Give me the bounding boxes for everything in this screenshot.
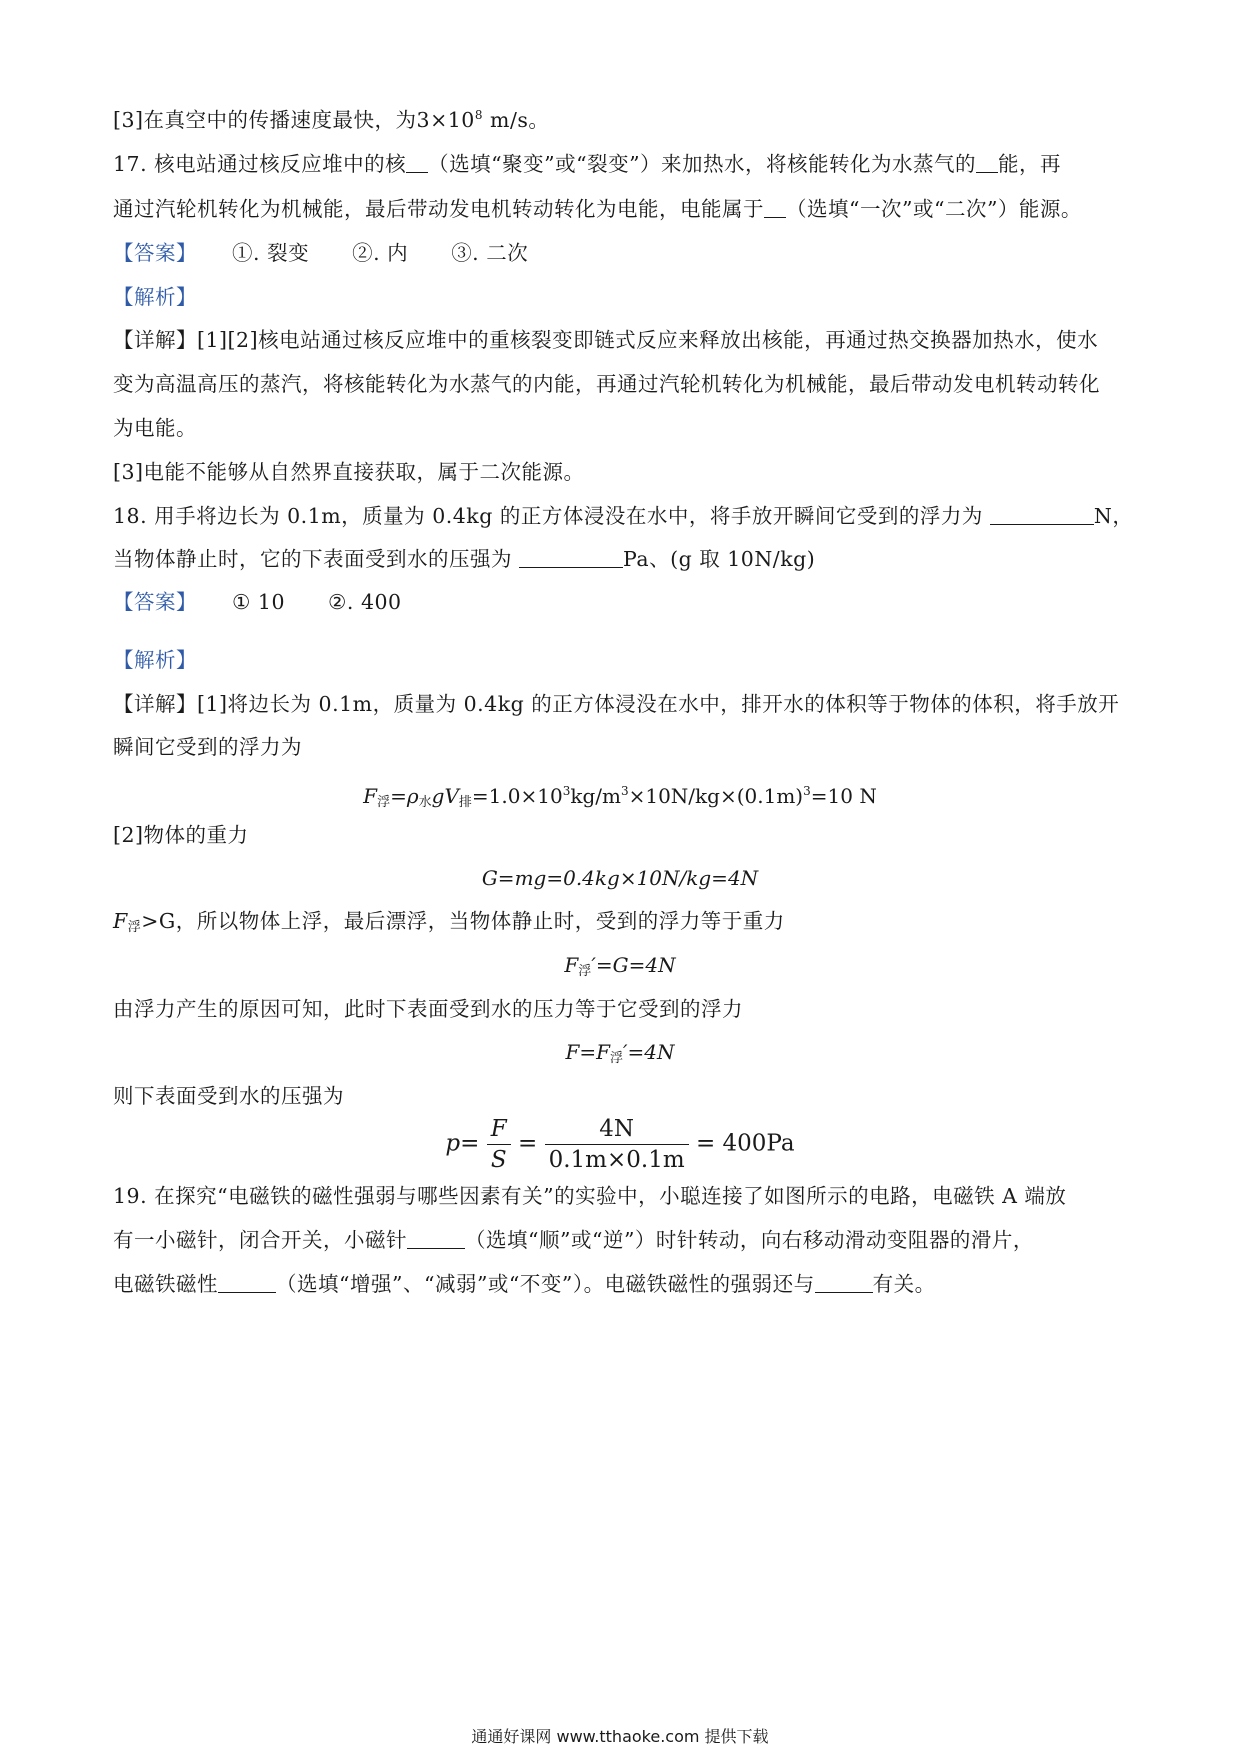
- text: （选填“聚变”或“裂变”）来加热水，将核能转化为水蒸气的: [428, 152, 977, 176]
- symbol: F: [363, 784, 378, 808]
- symbol: F=F: [565, 1040, 610, 1064]
- answer-item: ②. 内: [352, 241, 409, 265]
- subscript: 浮: [578, 964, 592, 979]
- q18-line-2: [113, 544, 815, 574]
- answer-item: ①. 裂变: [232, 241, 310, 265]
- subscript: 水: [418, 795, 432, 810]
- blank: [407, 1226, 465, 1249]
- q19-line-1: 19. 在探究“电磁铁的磁性强弱与哪些因素有关”的实验中，小聪连接了如图所示的电路，电磁铁 A 端放: [113, 1184, 1067, 1208]
- text: ×10N/kg×(0.1m): [628, 784, 804, 808]
- exponent: 3: [620, 784, 629, 798]
- fraction: [545, 1114, 689, 1175]
- speed-of-light-line: [113, 100, 549, 135]
- symbol: p=: [445, 1130, 480, 1157]
- q18-line-1: [113, 501, 1133, 531]
- q18-detail-5: 由浮力产生的原因可知，此时下表面受到水的压力等于它受到的浮力: [113, 997, 743, 1021]
- blank: [218, 1270, 276, 1293]
- symbol: =: [518, 1130, 538, 1157]
- exponent: 3: [562, 784, 571, 798]
- blank: [815, 1270, 873, 1293]
- q18-detail-2: 瞬间它受到的浮力为: [113, 735, 302, 759]
- text: kg/m: [570, 784, 621, 808]
- text: 电磁铁磁性: [113, 1272, 218, 1296]
- denominator: 0.1m×0.1m: [548, 1147, 685, 1173]
- footer-download-notice: 通通好课网 www.tthaoke.com 提供下载: [471, 1727, 769, 1746]
- analysis-tag: 【解析】: [113, 648, 197, 672]
- pressure-force-equation: [0, 1037, 1240, 1074]
- weight-equation: G=mg=0.4kg×10N/kg=4N: [481, 866, 759, 890]
- text: ′=G=4N: [591, 953, 676, 977]
- text: ′=4N: [623, 1040, 675, 1064]
- text: 有一小磁针，闭合开关，小磁针: [113, 1228, 407, 1252]
- pressure-equation: [0, 1114, 1240, 1175]
- q17-line-2: [113, 194, 1082, 224]
- answer-item: ③. 二次: [451, 241, 529, 265]
- q18-detail-1: 【详解】[1]将边长为 0.1m，质量为 0.4kg 的正方体浸没在水中，排开水的体积等于物体的体积，将手放开: [113, 692, 1120, 716]
- text: （选填“一次”或“二次”）能源。: [786, 197, 1082, 221]
- answer-item: ②. 400: [328, 590, 402, 614]
- answer-item: ① 10: [232, 590, 286, 614]
- symbol: g: [431, 784, 445, 808]
- q17-line-1: [113, 149, 1061, 179]
- q18-detail-4: [113, 906, 785, 943]
- text: N，: [1093, 504, 1134, 528]
- answer-tag: 【答案】: [113, 241, 197, 265]
- q17-detail-1: 【详解】[1][2]核电站通过核反应堆中的重核裂变即链式反应来释放出核能，再通过热交换器加热水，使水: [113, 328, 1099, 352]
- fraction: [487, 1114, 511, 1175]
- blank: [764, 195, 786, 218]
- q18-detail-3: [2]物体的重力: [113, 823, 249, 847]
- text: >G，所以物体上浮，最后漂浮，当物体静止时，受到的浮力等于重力: [141, 909, 785, 933]
- buoyancy-equation: [0, 776, 1240, 818]
- q18-detail-6: 则下表面受到水的压强为: [113, 1084, 344, 1108]
- text: =1.0×10: [471, 784, 563, 808]
- text: 有关。: [872, 1272, 936, 1296]
- answer-tag: 【答案】: [113, 590, 197, 614]
- denominator: S: [490, 1147, 507, 1173]
- text: =10 N: [810, 784, 877, 808]
- symbol: ρ: [406, 784, 419, 808]
- analysis-tag: 【解析】: [113, 285, 197, 309]
- subscript: 排: [458, 795, 472, 810]
- text: 当物体静止时，它的下表面受到水的压强为: [113, 547, 520, 571]
- unit: m/s: [483, 108, 529, 132]
- text: Pa、(g 取 10N/kg): [623, 547, 816, 571]
- text: 18. 用手将边长为 0.1m，质量为 0.4kg 的正方体浸没在水中，将手放开瞬间它受到的浮力为: [113, 504, 990, 528]
- text: [3]在真空中的传播速度最快，为: [113, 108, 417, 132]
- q17-detail-3: 为电能。: [113, 416, 197, 440]
- formula: 3×10: [416, 108, 475, 132]
- blank: [406, 150, 428, 173]
- symbol: F: [564, 953, 579, 977]
- blank: [519, 545, 623, 568]
- subscript: 浮: [609, 1051, 623, 1066]
- q18-answer: [113, 587, 402, 617]
- q17-detail-2: 变为高温高压的蒸汽，将核能转化为水蒸气的内能，再通过汽轮机转化为机械能，最后带动发电机转动转化: [113, 372, 1100, 396]
- subscript: 浮: [127, 920, 142, 935]
- q19-line-2: [113, 1225, 1034, 1255]
- result: = 400Pa: [695, 1130, 795, 1157]
- text: 能，再: [998, 152, 1062, 176]
- symbol: V: [444, 784, 459, 808]
- numerator: 4N: [545, 1114, 689, 1145]
- subscript: 浮: [377, 795, 391, 810]
- q19-line-3: [113, 1269, 936, 1299]
- symbol: F: [113, 909, 128, 933]
- numerator: F: [487, 1114, 511, 1145]
- q17-detail-4: [3]电能不能够从自然界直接获取，属于二次能源。: [113, 460, 585, 484]
- text: （选填“顺”或“逆”）时针转动，向右移动滑动变阻器的滑片，: [465, 1228, 1034, 1252]
- float-equation: [0, 950, 1240, 987]
- q17-answer: [113, 238, 528, 268]
- exponent: 3: [803, 784, 811, 798]
- symbol: =: [390, 784, 407, 808]
- exponent: 8: [474, 108, 483, 122]
- text: 17. 核电站通过核反应堆中的核: [113, 152, 407, 176]
- text: 通过汽轮机转化为机械能，最后带动发电机转动转化为电能，电能属于: [113, 197, 764, 221]
- text: （选填“增强”、“减弱”或“不变”）。电磁铁磁性的强弱还与: [276, 1272, 815, 1296]
- blank: [976, 150, 998, 173]
- blank: [990, 502, 1094, 525]
- text: 。: [528, 108, 550, 132]
